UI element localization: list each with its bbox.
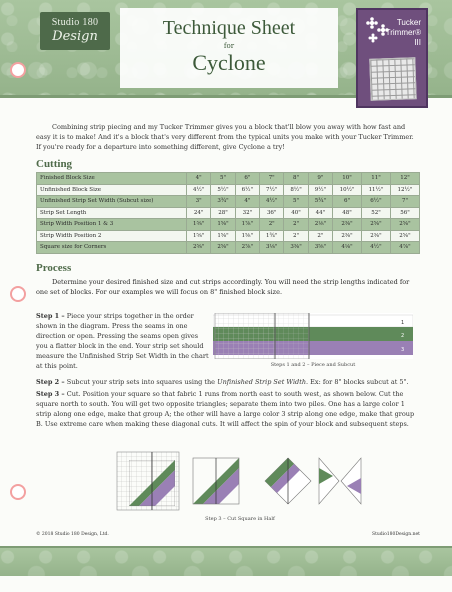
- step-2-text-b: Ex: for 8" blocks subcut at 5".: [310, 378, 409, 386]
- table-cell: 5": [284, 196, 308, 208]
- table-cell: 7": [390, 196, 419, 208]
- product-name-line2: Trimmer® III: [385, 28, 421, 47]
- cut-square: [193, 458, 239, 504]
- title-box: [120, 8, 338, 88]
- main-content: [36, 122, 420, 297]
- table-cell: 48": [333, 207, 362, 219]
- table-row: [37, 207, 420, 219]
- table-cell: 44": [308, 207, 332, 219]
- table-cell: 11½": [362, 184, 391, 196]
- table-cell: 1⅝": [235, 230, 259, 242]
- table-cell: 1⅝": [187, 230, 211, 242]
- table-cell: 4½": [187, 184, 211, 196]
- row-label: Strip Set Length: [37, 207, 187, 219]
- ruler-overlay: [215, 313, 275, 359]
- table-cell: 2⅞": [235, 242, 259, 254]
- table-cell: 12": [390, 173, 419, 185]
- table-cell: 10½": [333, 184, 362, 196]
- table-cell: 2⅝": [211, 242, 235, 254]
- table-cell: 2": [260, 219, 284, 231]
- product-tag: [356, 8, 428, 108]
- table-cell: 2⅝": [362, 219, 391, 231]
- table-cell: 6½": [362, 196, 391, 208]
- table-cell: 1⅝": [211, 230, 235, 242]
- table-cell: 9": [308, 173, 332, 185]
- table-cell: 2": [284, 219, 308, 231]
- cut-square-diagram: [115, 450, 365, 514]
- square-on-ruler: [117, 452, 179, 510]
- tucker-trimmer-ruler-image: [369, 57, 416, 101]
- rotated-square: [265, 458, 311, 504]
- table-cell: 8": [284, 173, 308, 185]
- table-row: [37, 242, 420, 254]
- product-name-line1: Tucker: [396, 18, 421, 27]
- table-cell: 4": [235, 196, 259, 208]
- table-cell: 7½": [260, 184, 284, 196]
- row-label: Square size for Corners: [37, 242, 187, 254]
- table-cell: 11": [362, 173, 391, 185]
- table-cell: 36": [260, 207, 284, 219]
- ruler-overlay-2: [275, 313, 309, 359]
- table-cell: 6½": [235, 184, 259, 196]
- row-label: Unfinished Strip Set Width (Subcut size): [37, 196, 187, 208]
- process-heading: Process: [36, 261, 72, 274]
- page-subtitle: Cyclone: [192, 50, 266, 75]
- table-cell: 6": [333, 196, 362, 208]
- step-2-text-em: Unfinished Strip Set Width.: [217, 378, 309, 386]
- table-cell: 9½": [308, 184, 332, 196]
- table-cell: 24": [187, 207, 211, 219]
- table-cell: 2⅝": [390, 230, 419, 242]
- table-cell: 3⅜": [284, 242, 308, 254]
- table-cell: 3": [187, 196, 211, 208]
- step-1: [36, 311, 210, 371]
- table-cell: 1⅜": [187, 219, 211, 231]
- strip-number-1: 1: [401, 320, 405, 326]
- intro-paragraph: Combining strip piecing and my Tucker Trimmer gives you a block that'll blow you away with how fast and easy it is to make! And it's a block that's very different from the typical units you make with your Tucker Trimmer. If you're ready for a departure into something different, give Cyclone a try!: [36, 123, 414, 151]
- table-cell: 32": [235, 207, 259, 219]
- table-cell: 4½": [362, 242, 391, 254]
- table-cell: 2⅜": [187, 242, 211, 254]
- step-2: [36, 377, 420, 387]
- strip-set-diagram: [213, 313, 413, 359]
- table-cell: 2": [308, 230, 332, 242]
- step-1-text: Piece your strips together in the order shown in the diagram. Press the seams in one direction or open. Pressing the seams open gives you a flatter block in the end. Your strip set should measure the Unfinished Strip Set Width in the chart at this point.: [36, 312, 209, 370]
- table-cell: 4⅛": [333, 242, 362, 254]
- studio180-logo: [40, 12, 110, 50]
- binder-hole-bottom: [10, 484, 26, 500]
- strip-number-3: 3: [401, 347, 405, 353]
- table-cell: 2⅜": [333, 230, 362, 242]
- table-row: [37, 196, 420, 208]
- footer-banner: [0, 546, 452, 576]
- product-name: [381, 18, 421, 48]
- logo-line2: Design: [52, 29, 98, 44]
- page-title: Technique Sheet: [162, 17, 296, 39]
- step-2-text-a: Subcut your strip sets into squares using the: [66, 378, 216, 386]
- table-cell: 1⅝": [211, 219, 235, 231]
- table-cell: 2⅜": [333, 219, 362, 231]
- row-label: Unfinished Block Size: [37, 184, 187, 196]
- step-1-caption: Steps 1 and 2 – Piece and Subcut: [270, 362, 356, 368]
- table-cell: 2⅛": [308, 219, 332, 231]
- logo-line1: Studio 180: [51, 17, 99, 28]
- title-for: for: [223, 42, 235, 50]
- process-intro: Determine your desired finished size and cut strips accordingly. You will need the strip lengths indicated for one set of blocks. For our examples we will focus on 8" finished block size.: [36, 277, 410, 296]
- table-row: [37, 173, 420, 185]
- table-cell: 8½": [284, 184, 308, 196]
- row-label: Strip Width Position 1 & 3: [37, 219, 187, 231]
- step-3: [36, 389, 420, 429]
- cutting-heading: Cutting: [36, 158, 73, 170]
- binder-hole-middle: [10, 286, 26, 302]
- copyright: © 2018 Studio 180 Design, Ltd.: [36, 532, 109, 537]
- row-label: Finished Block Size: [37, 173, 187, 185]
- table-cell: 2⅝": [390, 219, 419, 231]
- table-cell: 1⅞": [235, 219, 259, 231]
- step-3-label: Step 3 –: [36, 390, 65, 398]
- table-cell: 40": [284, 207, 308, 219]
- table-cell: 56": [390, 207, 419, 219]
- triangle-group-b: [341, 458, 361, 504]
- step-3-text: Cut. Position your square so that fabric 1 runs from north east to south west, as shown below. Cut the square north to south. You will get two opposite triangles; separate them into two piles. One has a large color 1 strip along one edge, make that group A; the other will have a large color 3 strip along one edge, make that group B. Use extreme care when making these diagonal cuts. It will affect the spin of your block and subsequent steps.: [36, 390, 415, 428]
- table-cell: 3⅛": [260, 242, 284, 254]
- table-cell: 5¾": [308, 196, 332, 208]
- table-row: [37, 230, 420, 242]
- table-cell: 10": [333, 173, 362, 185]
- table-cell: 4⅞": [390, 242, 419, 254]
- step-1-label: Step 1 –: [36, 312, 65, 320]
- table-cell: 7": [260, 173, 284, 185]
- table-cell: 3⅝": [308, 242, 332, 254]
- website: Studio180Design.net: [371, 532, 420, 537]
- table-row: [37, 184, 420, 196]
- table-row: [37, 219, 420, 231]
- binder-hole-top: [10, 62, 26, 78]
- table-cell: 3¾": [211, 196, 235, 208]
- table-cell: 2": [284, 230, 308, 242]
- table-cell: 52": [362, 207, 391, 219]
- table-cell: 5": [211, 173, 235, 185]
- strip-number-2: 2: [401, 333, 405, 339]
- table-cell: 1¾": [260, 230, 284, 242]
- table-cell: 2⅜": [362, 230, 391, 242]
- table-cell: 6": [235, 173, 259, 185]
- cutting-table: [36, 172, 420, 254]
- step-2-label: Step 2 –: [36, 378, 65, 386]
- table-cell: 5½": [211, 184, 235, 196]
- table-cell: 12½": [390, 184, 419, 196]
- table-cell: 4": [187, 173, 211, 185]
- table-cell: 28": [211, 207, 235, 219]
- table-cell: 4½": [260, 196, 284, 208]
- row-label: Strip Width Position 2: [37, 230, 187, 242]
- step-3-caption: Step 3 – Cut Square in Half: [205, 516, 275, 522]
- triangle-group-a: [319, 458, 339, 504]
